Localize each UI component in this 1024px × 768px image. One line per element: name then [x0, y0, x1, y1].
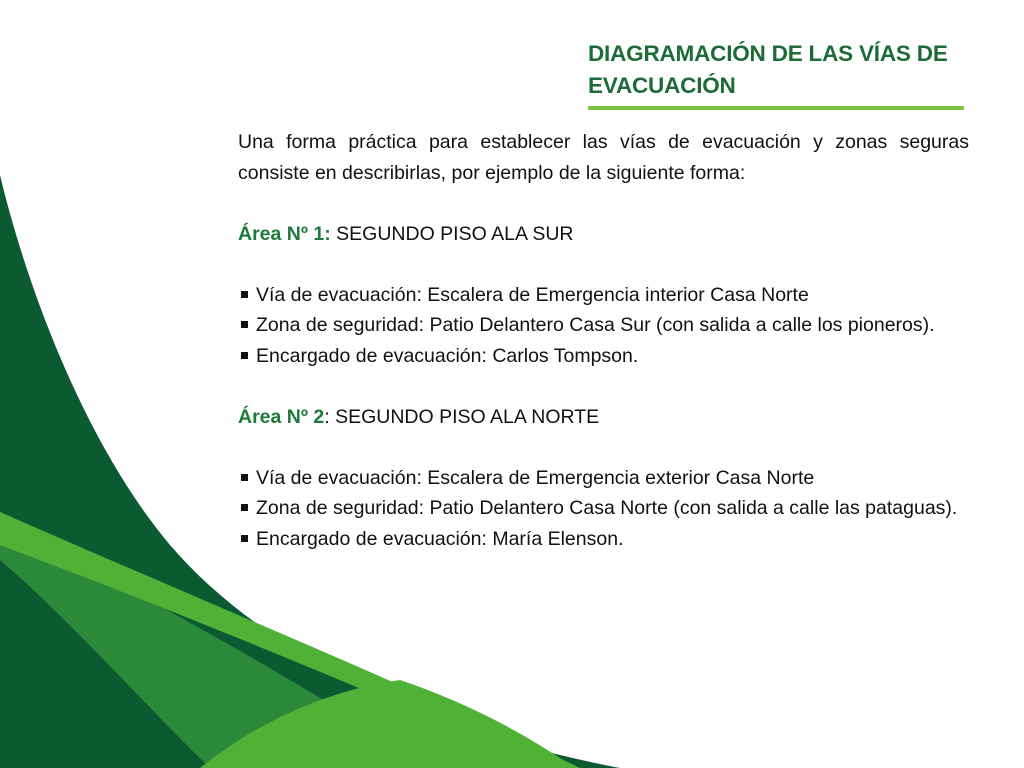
area-2-item-1-text: Vía de evacuación: Escalera de Emergencia exterior Casa Norte [256, 466, 815, 489]
square-bullet-icon [241, 321, 248, 328]
slide-body [238, 127, 969, 554]
square-bullet-icon [241, 352, 248, 359]
area-1-item-2 [238, 310, 969, 341]
area-1-item-3-text: Encargado de evacuación: Carlos Tompson. [256, 344, 639, 367]
area-2-item-2-text: Zona de seguridad: Patio Delantero Casa Norte (con salida a calle las pataguas). [256, 497, 958, 519]
intro-paragraph: Una forma práctica para establecer las vías de evacuación y zonas seguras consiste en describirlas, por ejemplo de la siguiente forma: [238, 131, 969, 184]
slide-title: DIAGRAMACIÓN DE LAS VÍAS DE EVACUACIÓN [588, 41, 948, 98]
area-1-item-2-text: Zona de seguridad: Patio Delantero Casa Sur (con salida a calle los pioneros). [256, 314, 935, 336]
square-bullet-icon [241, 504, 248, 511]
area-1-item-3 [238, 341, 969, 372]
area-2-heading [238, 402, 969, 433]
area-2-item-3-text: Encargado de evacuación: María Elenson. [256, 527, 624, 550]
area-2-item-3 [238, 524, 969, 555]
square-bullet-icon [241, 291, 248, 298]
area-1-label: Área Nº 1: [238, 222, 331, 245]
area-1-heading [238, 219, 969, 250]
square-bullet-icon [241, 535, 248, 542]
area-1-item-1-text: Vía de evacuación: Escalera de Emergencia interior Casa Norte [256, 283, 809, 306]
square-bullet-icon [241, 474, 248, 481]
area-1-name: SEGUNDO PISO ALA SUR [330, 222, 574, 245]
area-2-item-1 [238, 463, 969, 494]
area-2-item-2 [238, 493, 969, 524]
title-underline [588, 106, 964, 110]
area-2-name: : SEGUNDO PISO ALA NORTE [324, 405, 600, 428]
area-1-item-1 [238, 280, 969, 311]
area-2-label: Área Nº 2 [238, 405, 325, 428]
